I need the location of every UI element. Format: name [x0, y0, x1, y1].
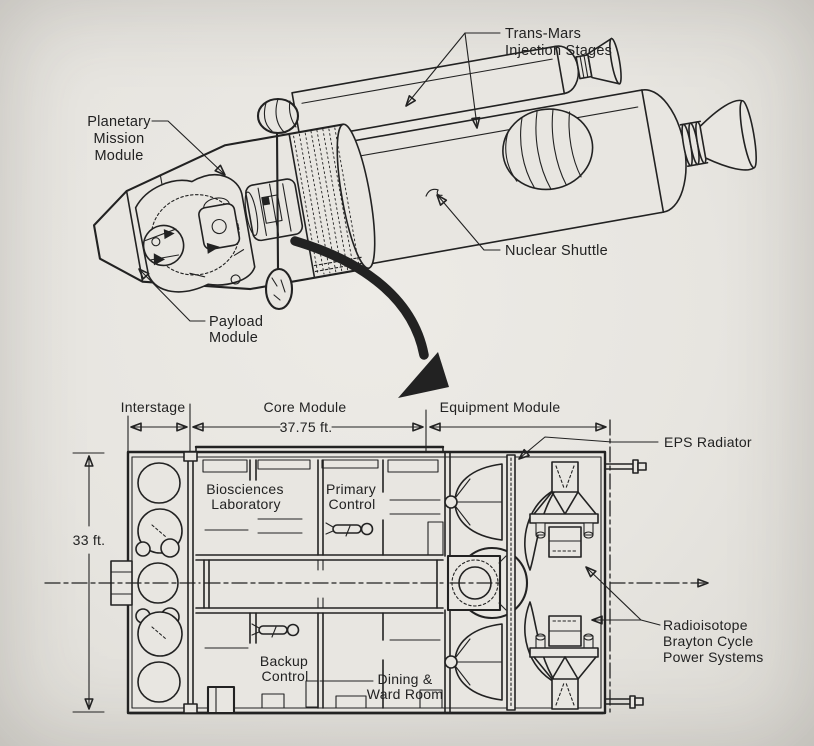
dim-module-diameter: 33 ft.	[72, 532, 106, 548]
room-backup-control-line2: Control	[261, 668, 309, 684]
antenna-boom-bottom-right	[605, 696, 643, 708]
antenna-mast	[277, 132, 278, 269]
room-dining-line1: Dining &	[377, 671, 433, 687]
label-trans-mars-line1: Trans-Mars	[505, 26, 582, 42]
antenna-dish-top	[258, 99, 298, 133]
label-payload-line2: Module	[209, 330, 259, 346]
room-primary-control-line2: Control	[328, 496, 376, 512]
section-header-interstage: Interstage	[120, 399, 186, 415]
room-backup-control-line1: Backup	[259, 653, 309, 669]
dim-core-length: 37.75 ft.	[279, 419, 333, 435]
antenna-boom-top-right	[605, 460, 646, 473]
section-header-core-module: Core Module	[263, 399, 347, 415]
room-primary-control-line1: Primary	[326, 481, 376, 497]
nuclear-engine	[678, 99, 760, 180]
label-radioisotope-line2: Brayton Cycle	[663, 633, 754, 649]
label-nuclear-shuttle: Nuclear Shuttle	[505, 243, 608, 259]
cross-section	[45, 399, 764, 713]
label-eps-radiator: EPS Radiator	[664, 434, 752, 450]
label-pmm-line2: Mission	[93, 131, 145, 147]
spacecraft-overview	[77, 15, 765, 314]
dim-equipment-module	[430, 399, 606, 431]
label-radioisotope-line1: Radioisotope	[663, 617, 748, 633]
eps-radiator-panel	[507, 455, 515, 710]
antenna-dish-bottom	[266, 269, 292, 309]
label-trans-mars-line2: Injection Stages	[505, 43, 613, 59]
label-pmm-line3: Module	[94, 148, 144, 164]
section-header-equipment-module: Equipment Module	[439, 399, 561, 415]
dim-interstage	[121, 399, 190, 452]
label-payload-line1: Payload	[209, 314, 264, 330]
dim-core-module	[193, 399, 426, 452]
room-dining-line2: Ward Room	[366, 686, 444, 702]
label-radioisotope-line3: Power Systems	[663, 649, 764, 665]
label-pmm-line1: Planetary	[87, 114, 151, 130]
room-biosciences-line1: Biosciences	[206, 481, 284, 497]
room-biosciences-line2: Laboratory	[211, 496, 281, 512]
